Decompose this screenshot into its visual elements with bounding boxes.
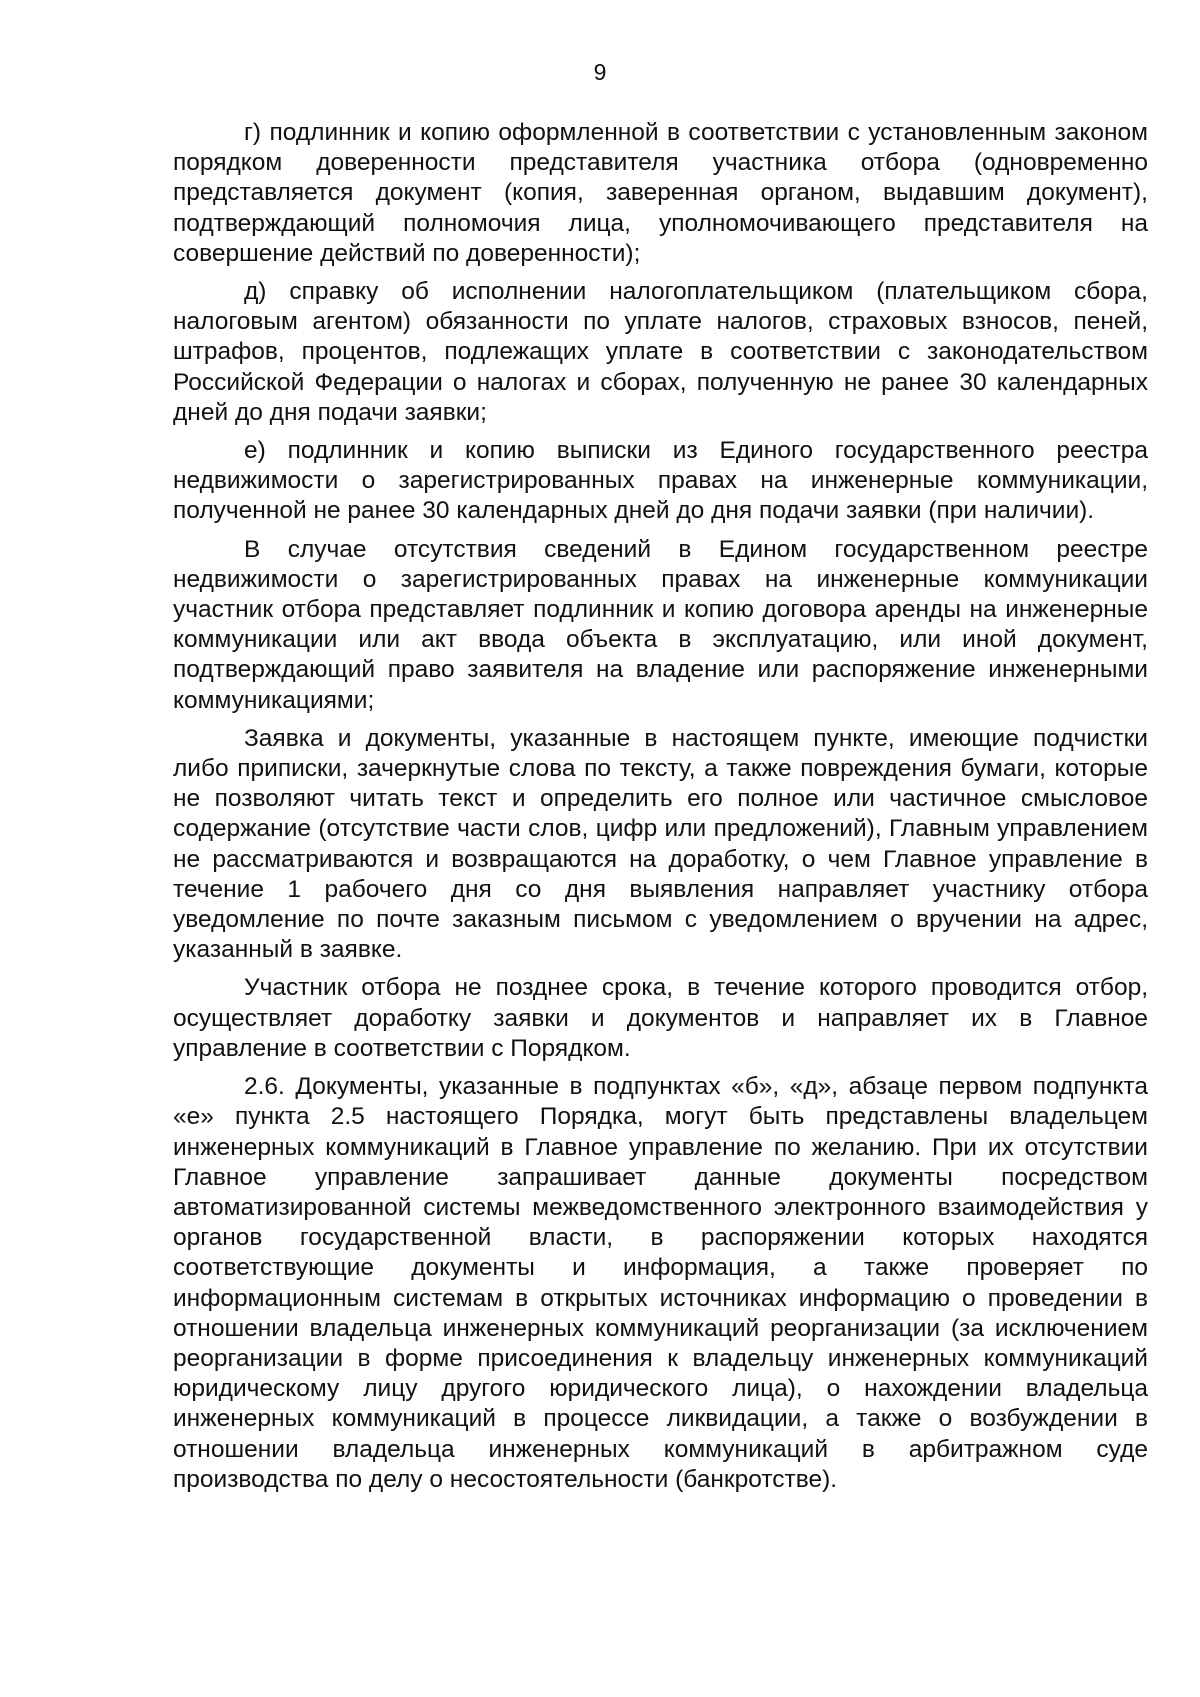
paragraph-revision-deadline: Участник отбора не позднее срока, в течение которого проводится отбор, осуществляет доработку заявки и документов и направляет их в Главное управление в соответствии с Порядком. [173,974,1148,1062]
page-number: 9 [593,59,607,85]
paragraph-item-g: г) подлинник и копию оформленной в соответствии с установленным законом порядком доверенности представителя участника отбора (одновременно представляется документ (копия, заверенная органом, выдавшим документ), подтверждающий полномочия лица, уполномочивающего представителя на совершение действий по доверенности); [173,119,1148,267]
paragraph-item-e: е) подлинник и копию выписки из Единого государственного реестра недвижимости о зарегистрированных правах на инженерные коммуникации, полученной не ранее 30 календарных дней до дня подачи заявки (при наличии). [173,437,1148,525]
paragraph-section-2-6: 2.6. Документы, указанные в подпунктах «б», «д», абзаце первом подпункта «е» пункта 2.5 настоящего Порядка, могут быть представлены владельцем инженерных коммуникаций в Главное управление по желанию. При их отсутствии Главное управление запрашивает данные документы посредством автоматизированной системы межведомственного электронного взаимодействия у органов государственной власти, в распоряжении которых находятся соответствующие документы и информация, а также проверяет по информационным системам в открытых источниках информацию о проведении в отношении владельца инженерных коммуникаций реорганизации (за исключением реорганизации в форме присоединения к владельцу инженерных коммуникаций юридическому лицу другого юридического лица), о нахождении владельца инженерных коммуникаций в процессе ликвидации, а также о возбуждении в отношении владельца инженерных коммуникаций в арбитражном суде производства по делу о несостоятельности (банкротстве). [173,1073,1148,1493]
document-body [173,118,1148,1503]
paragraph-item-d: д) справку об исполнении налогоплательщиком (плательщиком сбора, налоговым агентом) обязанности по уплате налогов, страховых взносов, пеней, штрафов, процентов, подлежащих уплате в соответствии с законодательством Российской Федерации о налогах и сборах, полученную не ранее 30 календарных дней до дня подачи заявки; [173,278,1148,426]
paragraph-registry-absence: В случае отсутствия сведений в Едином государственном реестре недвижимости о зарегистрированных правах на инженерные коммуникации участник отбора представляет подлинник и копию договора аренды на инженерные коммуникации или акт ввода объекта в эксплуатацию, или иной документ, подтверждающий право заявителя на владение или распоряжение инженерными коммуникациями; [173,535,1148,714]
paragraph-application-defects: Заявка и документы, указанные в настоящем пункте, имеющие подчистки либо приписки, зачеркнутые слова по тексту, а также повреждения бумаги, которые не позволяют читать текст и определить его полное или частичное смысловое содержание (отсутствие части слов, цифр или предложений), Главным управлением не рассматриваются и возвращаются на доработку, о чем Главное управление в течение 1 рабочего дня со дня выявления направляет участнику отбора уведомление по почте заказным письмом с уведомлением о вручении на адрес, указанный в заявке. [173,724,1148,964]
